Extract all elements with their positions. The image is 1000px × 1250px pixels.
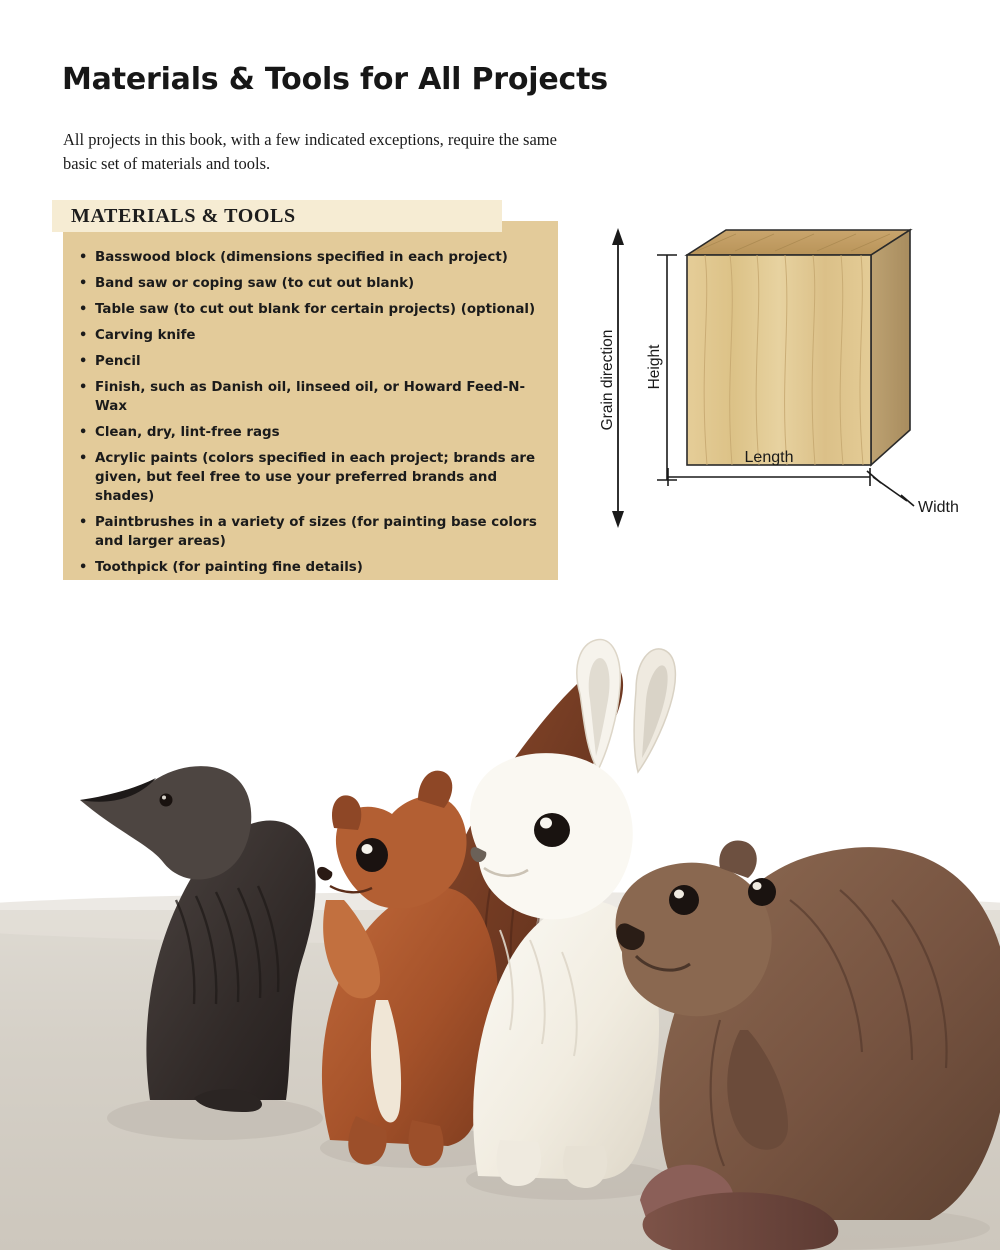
squirrel-eye-highlight	[362, 844, 373, 854]
list-item: • Finish, such as Danish oil, linseed oil, or Howard Feed-N-Wax	[75, 378, 545, 416]
rabbit-foot-right	[563, 1146, 607, 1188]
carved-beaver	[616, 840, 1000, 1250]
width-label: Width	[918, 499, 959, 516]
materials-box-header-label: MATERIALS & TOOLS	[71, 204, 296, 227]
list-item: • Table saw (to cut out blank for certain projects) (optional)	[75, 300, 545, 319]
block-front-face	[687, 255, 871, 465]
rabbit-eye-highlight	[540, 818, 552, 829]
height-label: Height	[646, 344, 663, 390]
list-item: • Carving knife	[75, 326, 545, 345]
list-item: • Clean, dry, lint-free rags	[75, 423, 545, 442]
list-item: • Band saw or coping saw (to cut out blank)	[75, 274, 545, 293]
intro-paragraph: All projects in this book, with a few indicated exceptions, require the same basic set of materials and tools.	[63, 130, 557, 173]
list-item: • Pencil	[75, 352, 545, 371]
squirrel-foot-right	[408, 1120, 443, 1166]
width-measure	[867, 471, 914, 506]
page-title: Materials & Tools for All Projects	[62, 62, 608, 97]
beaver-eye-left	[669, 885, 699, 915]
materials-box-header	[52, 200, 502, 232]
crow-eye-highlight	[162, 796, 166, 800]
rabbit-eye	[534, 813, 570, 847]
wood-block-diagram	[585, 225, 975, 535]
list-item: • Paintbrushes in a variety of sizes (for painting base colors and larger areas)	[75, 513, 545, 551]
squirrel-eye	[356, 838, 388, 872]
length-measure	[668, 468, 870, 486]
beaver-eye-highlight-left	[674, 890, 684, 899]
crow-eye	[160, 794, 173, 807]
materials-list	[75, 248, 545, 584]
list-item: • Toothpick (for painting fine details)	[75, 558, 545, 577]
rabbit-foot-left	[497, 1140, 541, 1186]
beaver-eye-right	[748, 878, 776, 906]
list-item: • Acrylic paints (colors specified in each project; brands are given, but feel free to use your preferred brands and shades)	[75, 449, 545, 506]
block-side-face	[871, 230, 910, 465]
length-label: Length	[744, 449, 794, 466]
grain-direction-label: Grain direction	[599, 329, 616, 431]
beaver-eye-highlight-right	[753, 882, 762, 890]
list-item: • Basswood block (dimensions specified in each project)	[75, 248, 545, 267]
carvings-photo	[0, 600, 1000, 1250]
